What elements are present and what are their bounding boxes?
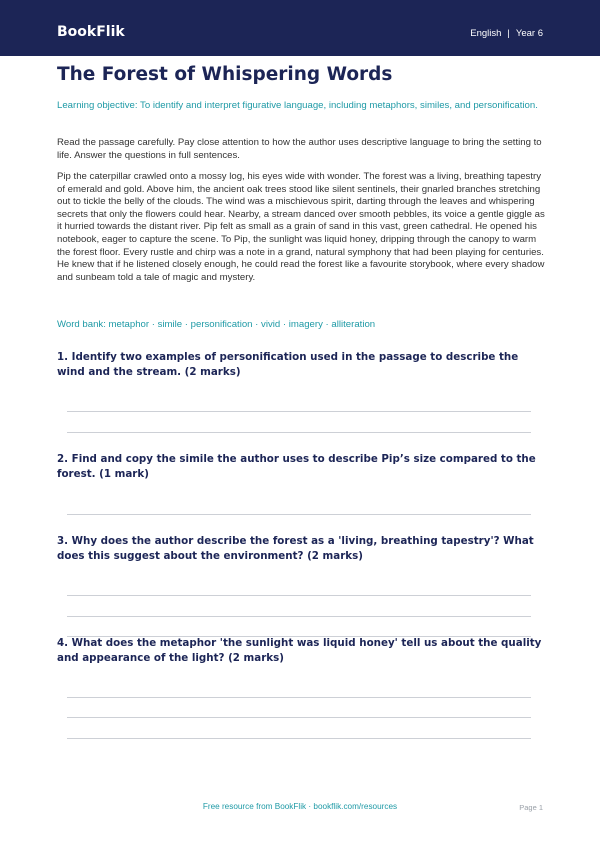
reading-passage: Pip the caterpillar crawled onto a mossy log, his eyes wide with wonder. The forest was a living, breathing tapestry of emerald and gold. Above him, the ancient oak trees stood like silent sentinels, their gnarled branches stretching out to tickle the belly of the clouds. The wind was a mischievous spirit, darting through the leaves and whispering secrets that only the flowers could hear. Nearby, a stream danced over smooth pebbles, its voice a gentle giggle as it hurried towards the distant river. Pip felt as small as a grain of sand in this vast, green cathedral. He opened his notebook, eager to capture the scene. To Pip, the sunlight was liquid honey, dripping through the canopy to warm the forest floor. Every rustle and chirp was a note in a grand, natural symphony that had been playing for centuries. He knew that if he listened closely enough, he could read the forest like a favourite storybook, where every shadow and sunbeam told a tale of magic and mystery. <box>57 171 545 283</box>
learning-objective: Learning objective: To identify and interpret figurative language, including metaphors, similes, and personification. <box>57 100 538 111</box>
separator: | <box>507 28 510 39</box>
page-title: The Forest of Whispering Words <box>57 64 393 85</box>
question-4: 4. What does the metaphor 'the sunlight was liquid honey' tell us about the quality and appearance of the light? (2 marks) <box>57 637 542 664</box>
subject-label: English <box>470 28 502 39</box>
footer-resource-link[interactable]: Free resource from BookFlik · bookflik.com/resources <box>202 802 398 811</box>
header-bar <box>0 0 600 56</box>
question-3: 3. Why does the author describe the forest as a 'living, breathing tapestry'? What does this suggest about the environment? (2 marks) <box>57 535 534 562</box>
answer-line[interactable] <box>67 738 531 739</box>
brand-logo[interactable]: BookFlik <box>57 24 125 40</box>
answer-line[interactable] <box>67 595 531 596</box>
answer-line[interactable] <box>67 432 531 433</box>
word-bank: Word bank: metaphor · simile · personification · vivid · imagery · alliteration <box>57 319 376 330</box>
page-number: Page 1 <box>519 803 543 812</box>
answer-line[interactable] <box>67 514 531 515</box>
question-2: 2. Find and copy the simile the author uses to describe Pip’s size compared to the forest. (1 mark) <box>57 453 536 480</box>
subject-year-label <box>470 28 543 39</box>
answer-line[interactable] <box>67 717 531 718</box>
answer-line[interactable] <box>67 411 531 412</box>
question-1: 1. Identify two examples of personification used in the passage to describe the wind and the stream. (2 marks) <box>57 351 519 378</box>
answer-line[interactable] <box>67 616 531 617</box>
answer-line[interactable] <box>67 697 531 698</box>
year-label: Year 6 <box>515 28 543 39</box>
instructions: Read the passage carefully. Pay close attention to how the author uses descriptive language to bring the setting to life. Answer the questions in full sentences. <box>57 137 542 161</box>
